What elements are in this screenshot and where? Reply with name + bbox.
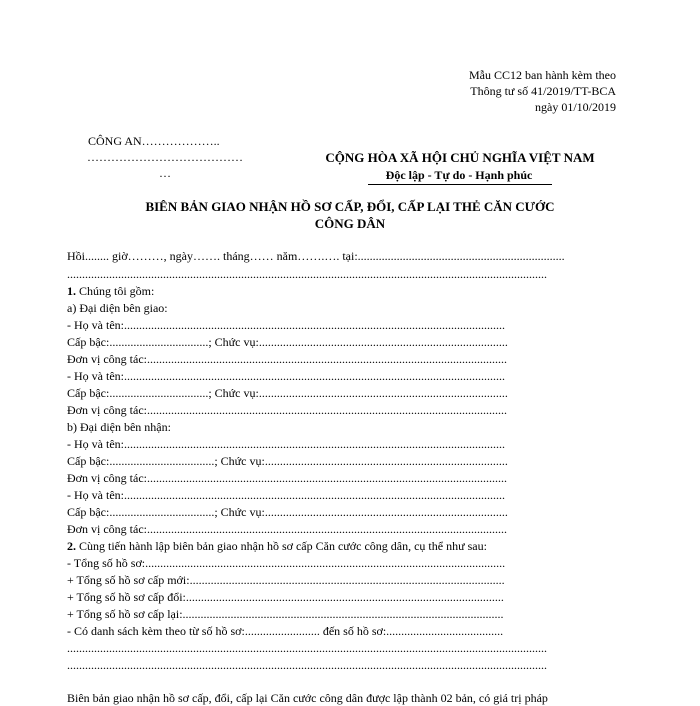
form-note-line-3: ngày 01/10/2019 <box>535 100 616 114</box>
party-a-name-1: - Họ và tên:............................................................................................................................... <box>67 318 505 332</box>
country-name: CỘNG HÒA XÃ HỘI CHỦ NGHĨA VIỆT NAM <box>325 150 595 165</box>
section-1-heading <box>67 283 617 300</box>
party-b-heading: b) Đại diện bên nhận: <box>67 420 171 434</box>
attached-list-line: - Có danh sách kèm theo từ số hồ sơ:......................... đến số hồ sơ:....................................... <box>67 624 504 638</box>
section-1-number: 1. <box>67 284 76 298</box>
total-change-files-line: + Tổng số hồ sơ cấp đổi:.......................................................................................................... <box>67 590 504 604</box>
agency-line-3: … <box>159 166 171 180</box>
party-a-unit-2: Đơn vị công tác:........................................................................................................................ <box>67 403 507 417</box>
total-reissue-files-line: + Tổng số hồ sơ cấp lại:........................................................................................................... <box>67 607 504 621</box>
document-title <box>110 198 590 232</box>
form-note-line-2: Thông tư số 41/2019/TT-BCA <box>470 84 616 98</box>
document-title-line-1: BIÊN BẢN GIAO NHẬN HỒ SƠ CẤP, ĐỔI, CẤP LẠI THẺ CĂN CƯỚC <box>145 199 555 214</box>
dotted-line: ................................................................................................................................................................ <box>67 658 547 672</box>
party-a-rank-1: Cấp bậc:.................................; Chức vụ:................................................................................... <box>67 335 508 349</box>
document-title-line-2: CÔNG DÂN <box>314 216 386 231</box>
party-b-rank-2: Cấp bậc:...................................; Chức vụ:................................................................................. <box>67 505 508 519</box>
dotted-line: ................................................................................................................................................................ <box>67 641 547 655</box>
total-new-files-line: + Tổng số hồ sơ cấp mới:......................................................................................................... <box>67 573 505 587</box>
party-a-rank-2: Cấp bậc:.................................; Chức vụ:................................................................................... <box>67 386 508 400</box>
agency-line-2: ………………………………… <box>87 150 243 164</box>
form-reference-note <box>469 67 616 115</box>
closing-paragraph: Biên bản giao nhận hồ sơ cấp, đổi, cấp lại Căn cước công dân được lập thành 02 bản, có giá trị pháp <box>67 691 548 705</box>
agency-line-1: CÔNG AN……………….. <box>88 134 220 148</box>
party-a-heading: a) Đại diện bên giao: <box>67 301 168 315</box>
party-b-rank-1: Cấp bậc:...................................; Chức vụ:................................................................................. <box>67 454 508 468</box>
section-2-heading <box>67 538 617 555</box>
section-2-number: 2. <box>67 539 76 553</box>
section-1-text: Chúng tôi gồm: <box>76 284 155 298</box>
agency-header <box>60 133 270 181</box>
national-slogan: Độc lập - Tự do - Hạnh phúc <box>368 168 553 185</box>
national-motto <box>290 150 630 185</box>
party-b-unit-1: Đơn vị công tác:........................................................................................................................ <box>67 471 507 485</box>
dotted-line: ................................................................................................................................................................ <box>67 267 547 281</box>
section-2-text: Cùng tiến hành lập biên bản giao nhận hồ sơ cấp Căn cước công dân, cụ thể như sau: <box>76 539 487 553</box>
party-b-name-2: - Họ và tên:............................................................................................................................... <box>67 488 505 502</box>
party-a-unit-1: Đơn vị công tác:........................................................................................................................ <box>67 352 507 366</box>
party-b-name-1: - Họ và tên:............................................................................................................................... <box>67 437 505 451</box>
form-body <box>67 247 617 674</box>
party-b-unit-2: Đơn vị công tác:........................................................................................................................ <box>67 522 507 536</box>
party-a-name-2: - Họ và tên:............................................................................................................................... <box>67 369 505 383</box>
total-files-line: - Tổng số hồ sơ:........................................................................................................................ <box>67 556 506 570</box>
time-place-line: Hồi........ giờ………, ngày……. tháng…… năm…….…. tại:..................................................................... <box>67 249 565 263</box>
form-note-line-1: Mẫu CC12 ban hành kèm theo <box>469 68 616 82</box>
